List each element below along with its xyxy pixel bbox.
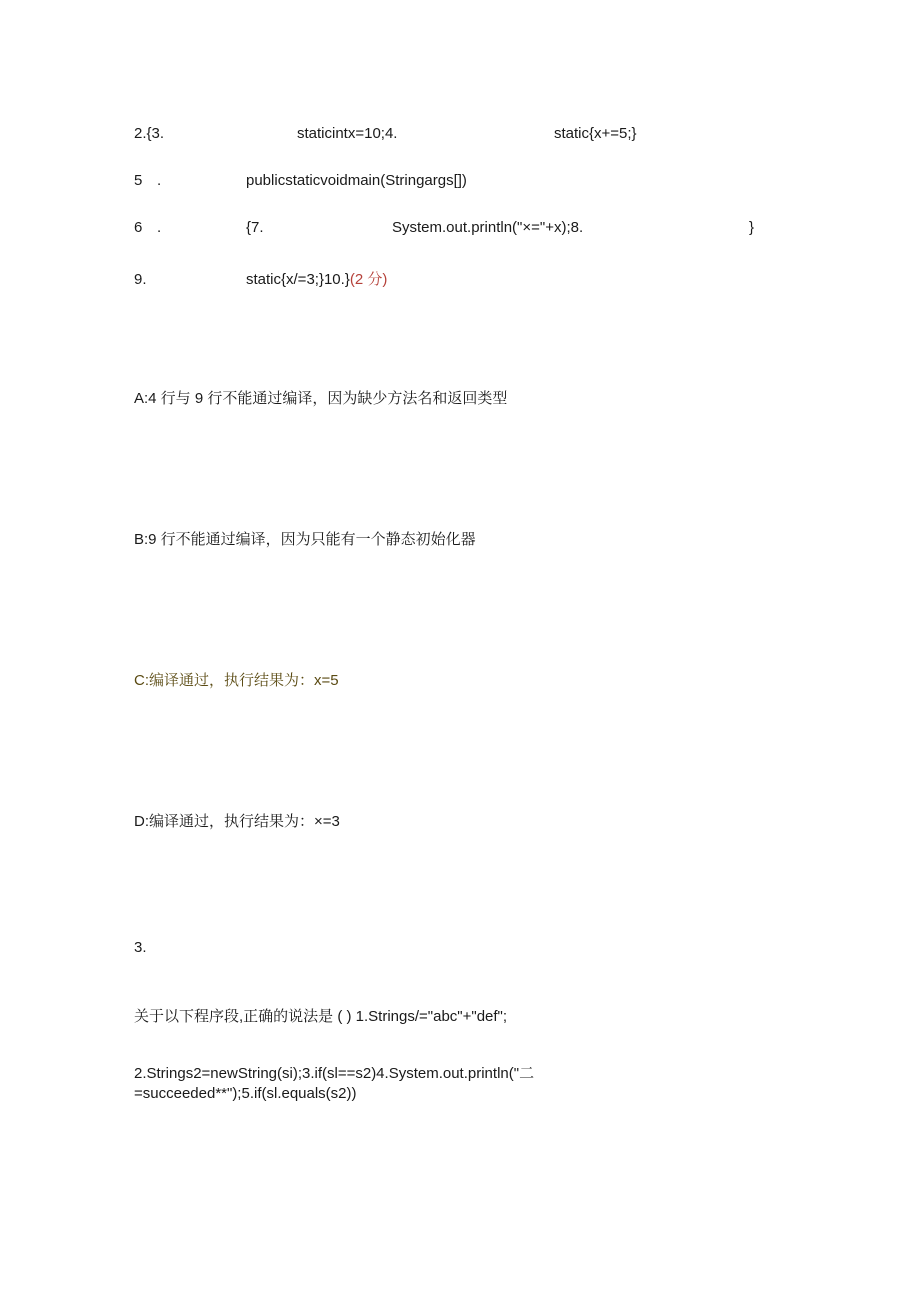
code-line2-c: publicstaticvoidmain(Stringargs[]) — [246, 172, 467, 189]
code-line3-d: System.out.println("×="+x);8. — [392, 219, 584, 236]
code-line3-e: } — [749, 219, 755, 236]
code-line3-a: 6 — [134, 219, 143, 236]
code-line1-c: static{x+=5;} — [554, 125, 637, 142]
option-b: B:9 行不能通过编译，因为只能有一个静态初始化器 — [134, 531, 476, 548]
code-line2-a: 5 — [134, 172, 143, 189]
code-line1-b: staticintx=10;4. — [297, 125, 398, 142]
code-line3-c: {7. — [246, 219, 264, 236]
question3-number: 3. — [134, 939, 147, 956]
option-d: D:编译通过，执行结果为：×=3 — [134, 813, 340, 830]
score-label: (2 分) — [349, 271, 388, 288]
code-line1-a: 2.{3. — [134, 125, 165, 142]
code-line4-b — [246, 270, 387, 290]
question3-line2: 2.Strings2=newString(si);3.if(sl==s2)4.System.out.println("二 — [134, 1065, 535, 1082]
option-c: C:编译通过，执行结果为：x=5 — [134, 672, 339, 689]
code-line4-text: static{x/=3;}10.} — [246, 271, 350, 288]
code-line3-b: . — [157, 219, 162, 236]
code-line4-a: 9. — [134, 271, 147, 288]
option-a: A:4 行与 9 行不能通过编译，因为缺少方法名和返回类型 — [134, 390, 508, 407]
code-line2-b: . — [157, 172, 162, 189]
question3-line1: 关于以下程序段,正确的说法是 ( ) 1.Strings/="abc"+"def"; — [134, 1008, 508, 1025]
question3-line3: =succeeded**");5.if(sl.equals(s2)) — [134, 1085, 357, 1102]
